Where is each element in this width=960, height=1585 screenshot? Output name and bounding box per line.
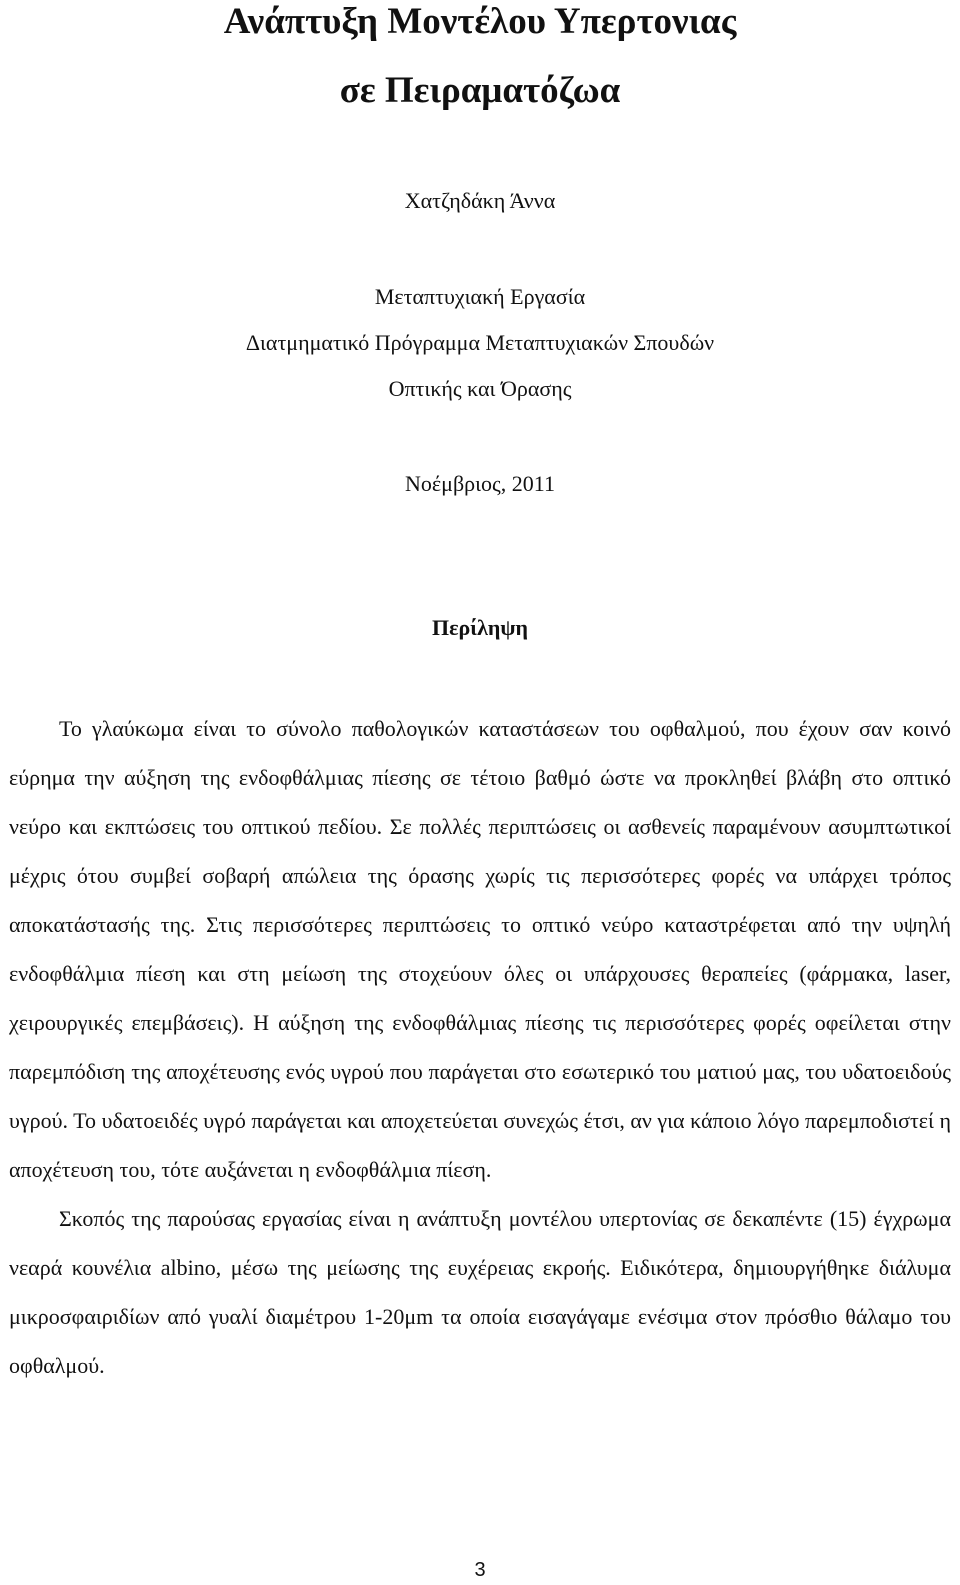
program-name-line2: Οπτικής και Όρασης (388, 376, 572, 401)
abstract-heading: Περίληψη (431, 615, 529, 640)
thesis-type: Μεταπτυχιακή Εργασία (374, 284, 586, 309)
document-title-line1: Ανάπτυξη Μοντέλου Υπερτονιας (223, 1, 737, 42)
abstract-paragraph-1: Το γλαύκωμα είναι το σύνολο παθολογικών καταστάσεων του οφθαλμού, που έχουν σαν κοινό εύρημα την αύξηση της ενδοφθάλμιας πίεσης σε τέτοιο βαθμό ώστε να προκληθεί βλάβη στο οπτικό νεύρο και εκπτώσεις του οπτικού πεδίου. Σε πολλές περιπτώσεις οι ασθενείς παραμένουν ασυμπτωτικοί μέχρις ότου συμβεί σοβαρή απώλεια της όρασης χωρίς τις περισσότερες φορές να υπάρχει τρόπος αποκατάστασής της. Στις περισσότερες περιπτώσεις το οπτικό νεύρο καταστρέφεται από την υψηλή ενδοφθάλμια πίεση και στη μείωση της στοχεύουν όλες οι υπάρχουσες θεραπείες (φάρμακα, laser, χειρουργικές επεμβάσεις). Η αύξηση της ενδοφθάλμιας πίεσης τις περισσότερες φορές οφείλεται στην παρεμπόδιση της αποχέτευσης ενός υγρού που παράγεται στο εσωτερικό του ματιού μας, του υδατοειδούς υγρού. Το υδατοειδές υγρό παράγεται και αποχετεύεται συνεχώς έτσι, αν για κάποιο λόγο παρεμποδιστεί η αποχέτευση του, τότε αυξάνεται η ενδοφθάλμια πίεση. (9, 716, 951, 1182)
document-date: Νοέμβριος, 2011 (405, 471, 555, 496)
author-name: Χατζηδάκη Άννα (404, 188, 556, 213)
document-title-line2: σε Πειραματόζωα (339, 70, 621, 111)
abstract-body (9, 704, 951, 1390)
program-name-line1: Διατμηματικό Πρόγραμμα Μεταπτυχιακών Σπουδών (245, 330, 715, 355)
page-number: 3 (474, 1559, 486, 1581)
abstract-paragraph-2: Σκοπός της παρούσας εργασίας είναι η ανάπτυξη μοντέλου υπερτονίας σε δεκαπέντε (15) έγχρωμα νεαρά κουνέλια albino, μέσω της μείωσης της ευχέρειας εκροής. Ειδικότερα, δημιουργήθηκε διάλυμα μικροσφαιριδίων από γυαλί διαμέτρου 1-20μm τα οποία εισαγάγαμε ενέσιμα στον πρόσθιο θάλαμο του οφθαλμού. (9, 1206, 951, 1378)
